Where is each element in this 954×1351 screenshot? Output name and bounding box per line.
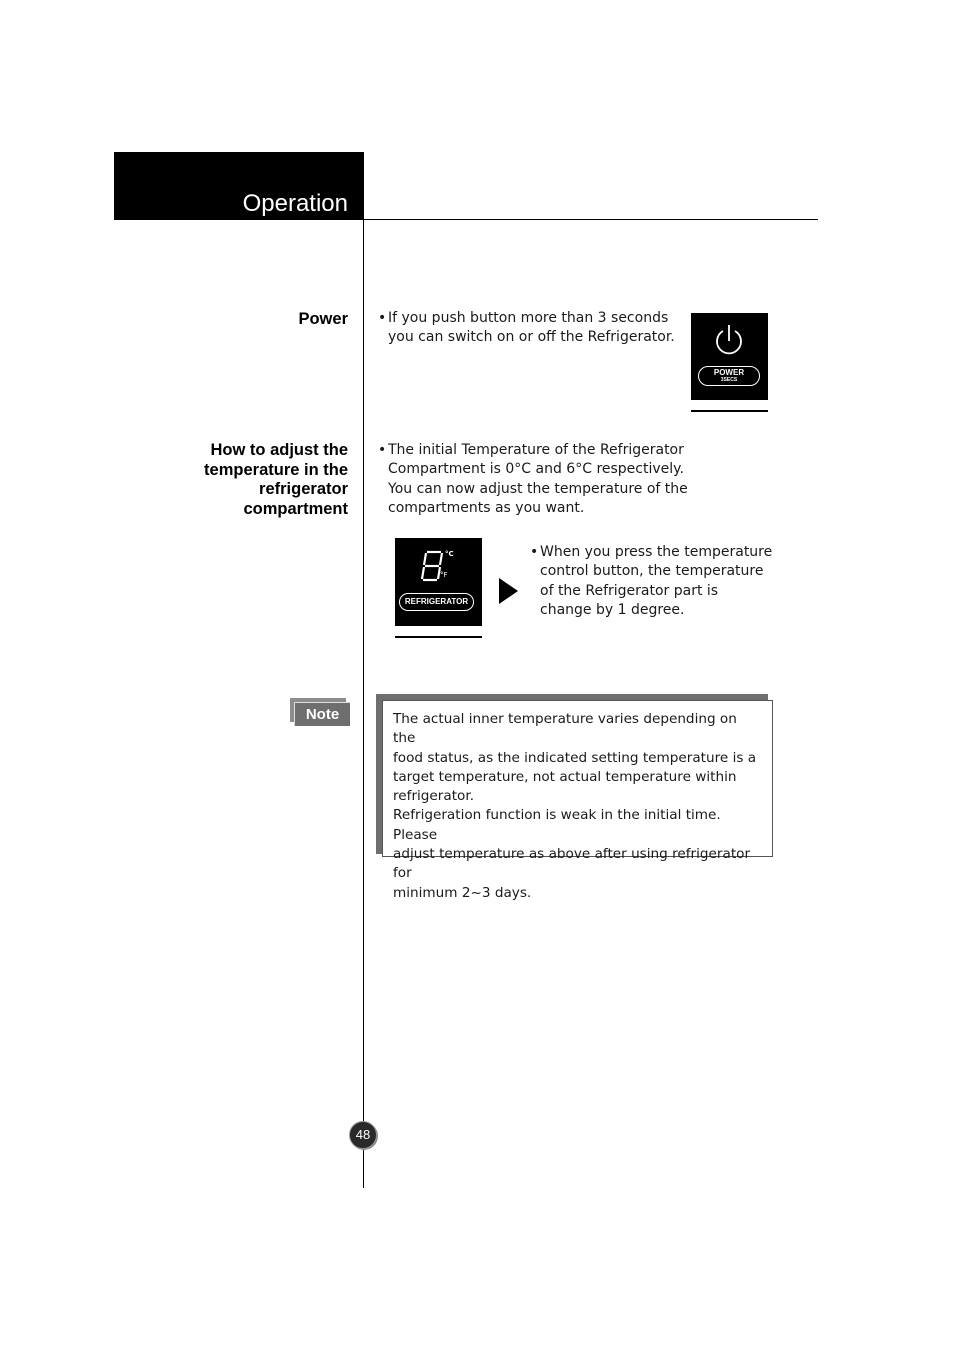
press-description <box>530 543 772 621</box>
bullet: • <box>530 544 539 560</box>
power-button[interactable] <box>698 366 760 386</box>
power-line-2: you can switch on or off the Refrigerator. <box>388 329 675 346</box>
press-line-1: When you press the temperature <box>540 544 773 560</box>
bullet: • <box>378 442 387 458</box>
panel-underline <box>395 636 482 638</box>
note-line-3: target temperature, not actual temperature within <box>393 768 737 785</box>
section-title: Operation <box>242 190 348 217</box>
note-line-7: minimum 2~3 days. <box>393 884 532 901</box>
bullet: • <box>378 310 387 326</box>
press-line-3: of the Refrigerator part is <box>540 582 719 599</box>
header-rule <box>364 219 818 220</box>
right-arrow-icon <box>499 578 518 604</box>
press-line-4: change by 1 degree. <box>540 602 685 619</box>
note-line-6: adjust temperature as above after using refrigerator for <box>393 846 751 882</box>
power-button-sublabel: 3SECS <box>720 377 738 383</box>
note-line-5: Refrigeration function is weak in the initial time. Please <box>393 807 721 843</box>
power-heading: Power <box>298 310 348 328</box>
adjust-line-4: compartments as you want. <box>388 500 585 517</box>
power-line-1: If you push button more than 3 seconds <box>388 310 669 326</box>
section-header <box>114 152 364 220</box>
page-number: 48 <box>349 1121 377 1149</box>
adjust-heading-line-4: compartment <box>243 499 348 518</box>
adjust-heading-line-3: refrigerator <box>259 480 348 498</box>
panel-underline <box>691 410 768 412</box>
power-button-panel <box>691 313 768 400</box>
power-icon <box>713 324 745 358</box>
adjust-line-2: Compartment is 0°C and 6°C respectively. <box>388 461 684 478</box>
fahrenheit-unit: °F <box>440 571 448 579</box>
adjust-heading <box>204 441 348 519</box>
vertical-rule <box>363 220 364 1188</box>
power-description <box>378 309 675 348</box>
note-line-4: refrigerator. <box>393 788 475 805</box>
adjust-heading-line-1: How to adjust the <box>210 441 348 459</box>
note-line-2: food status, as the indicated setting temperature is a <box>393 749 757 766</box>
power-button-label: POWER <box>713 368 745 377</box>
note-label: Note <box>294 702 350 726</box>
press-line-2: control button, the temperature <box>540 563 764 580</box>
adjust-heading-line-2: temperature in the <box>204 460 348 479</box>
note-line-1: The actual inner temperature varies depending on the <box>393 711 737 747</box>
note-badge <box>292 700 348 724</box>
celsius-unit: °C <box>445 550 454 558</box>
refrigerator-button[interactable]: REFRIGERATOR <box>399 593 474 611</box>
adjust-line-1: The initial Temperature of the Refrigerator <box>388 442 684 458</box>
note-box <box>382 700 773 901</box>
refrigerator-display-panel <box>395 538 482 626</box>
adjust-description <box>378 441 688 519</box>
adjust-line-3: You can now adjust the temperature of the <box>388 480 688 497</box>
